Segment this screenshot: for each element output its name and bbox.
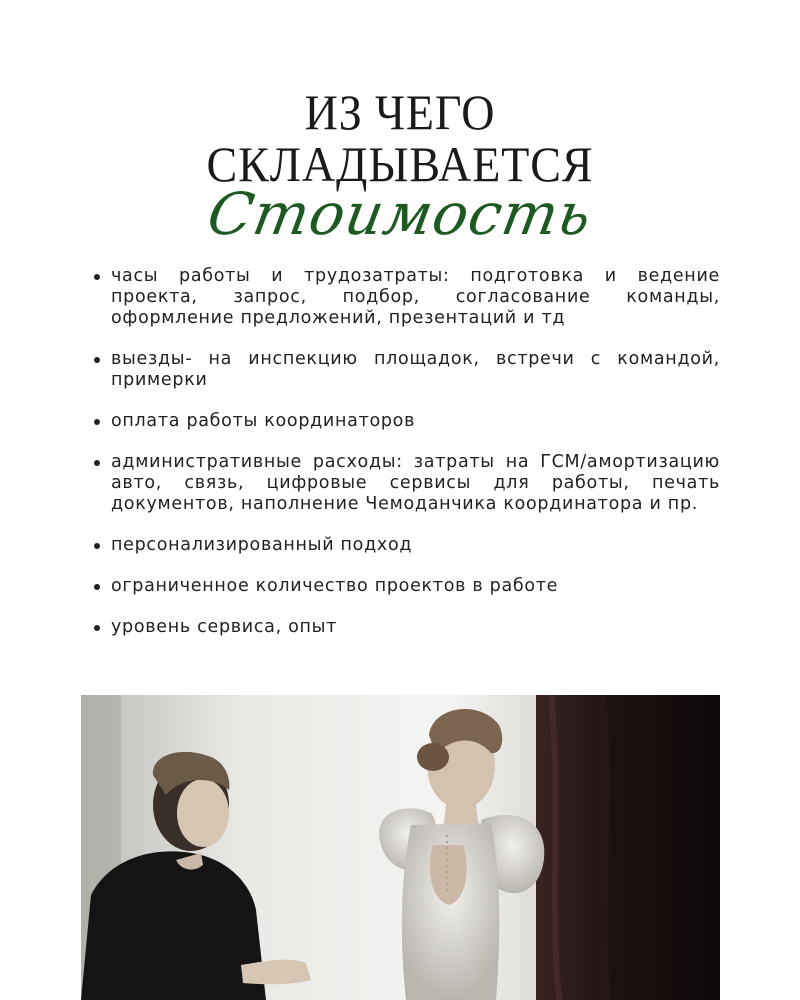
- heading-line-2: СКЛАДЫВАЕТСЯ: [206, 136, 594, 192]
- bullet-icon: [94, 460, 100, 466]
- bullet-icon: [94, 625, 100, 631]
- list-item: [94, 452, 720, 515]
- list-item-text: административные расходы: затраты на ГСМ/амортизацию авто, связь, цифровые сервисы для работы, печать документов, наполнение Чемоданчика координатора и пр.: [111, 452, 720, 514]
- list-item-text: ограниченное количество проектов в работе: [111, 576, 559, 596]
- list-item: [94, 349, 720, 391]
- list-item: [94, 617, 720, 638]
- list-item: [94, 535, 720, 556]
- bullet-icon: [94, 543, 100, 549]
- bullet-icon: [94, 274, 100, 280]
- heading-line-1: ИЗ ЧЕГО: [304, 84, 496, 140]
- photo-illustration: [81, 695, 720, 1000]
- list-item-text: выезды- на инспекцию площадок, встречи с командой, примерки: [111, 349, 720, 390]
- bullet-icon: [94, 419, 100, 425]
- list-item: [94, 266, 720, 329]
- cost-factors-list: [94, 266, 720, 658]
- bullet-icon: [94, 584, 100, 590]
- heading-script: Стоимость: [202, 180, 598, 248]
- bridal-fitting-photo: [81, 695, 720, 1000]
- list-item-text: часы работы и трудозатраты: подготовка и ведение проекта, запрос, подбор, согласование команды, оформление предложений, презентаций и тд: [111, 266, 720, 328]
- list-item-text: оплата работы координаторов: [111, 411, 416, 431]
- bullet-icon: [94, 357, 100, 363]
- list-item-text: уровень сервиса, опыт: [111, 617, 338, 637]
- list-item: [94, 576, 720, 597]
- heading: [0, 84, 800, 248]
- list-item-text: персонализированный подход: [111, 535, 413, 555]
- list-item: [94, 411, 720, 432]
- curtain: [536, 695, 720, 1000]
